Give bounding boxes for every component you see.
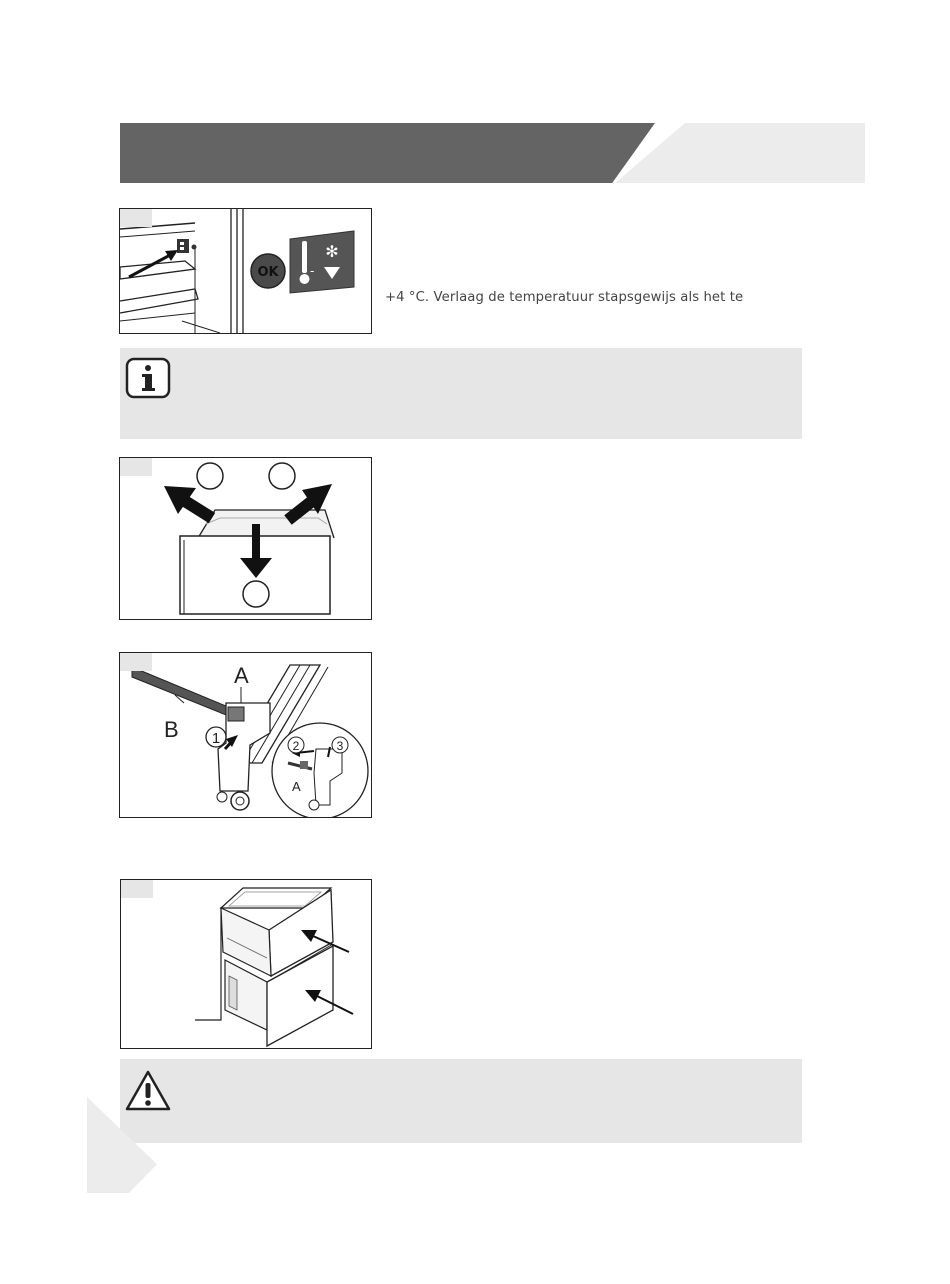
step-tab [120, 458, 152, 476]
label-step-2: 2 [292, 739, 300, 753]
body-text-line: +4 °C. Verlaag de temperatuur stapsgewijs als het te [385, 290, 744, 305]
figure-drawer-removal [119, 457, 372, 620]
label-a: A [234, 663, 249, 688]
info-note-box [120, 348, 802, 439]
figure-temperature-control [119, 208, 372, 334]
info-icon [125, 357, 173, 399]
snowflake-icon: ✻ [325, 242, 339, 261]
minus-label: - [310, 264, 315, 278]
section-header-tab [615, 123, 865, 183]
label-b: B [164, 717, 179, 742]
warning-note-box [120, 1059, 802, 1143]
step-tab [120, 653, 152, 671]
figure-drawer-insertion [120, 879, 372, 1049]
figure-rail-assembly [119, 652, 372, 818]
step-tab [121, 880, 153, 898]
warning-icon [124, 1069, 172, 1113]
label-step-3: 3 [336, 739, 344, 753]
label-a-detail: A [292, 779, 301, 794]
step-tab [120, 209, 152, 227]
ok-label: OK [257, 265, 279, 280]
label-step-1: 1 [211, 730, 221, 747]
section-header-bar [120, 123, 655, 183]
